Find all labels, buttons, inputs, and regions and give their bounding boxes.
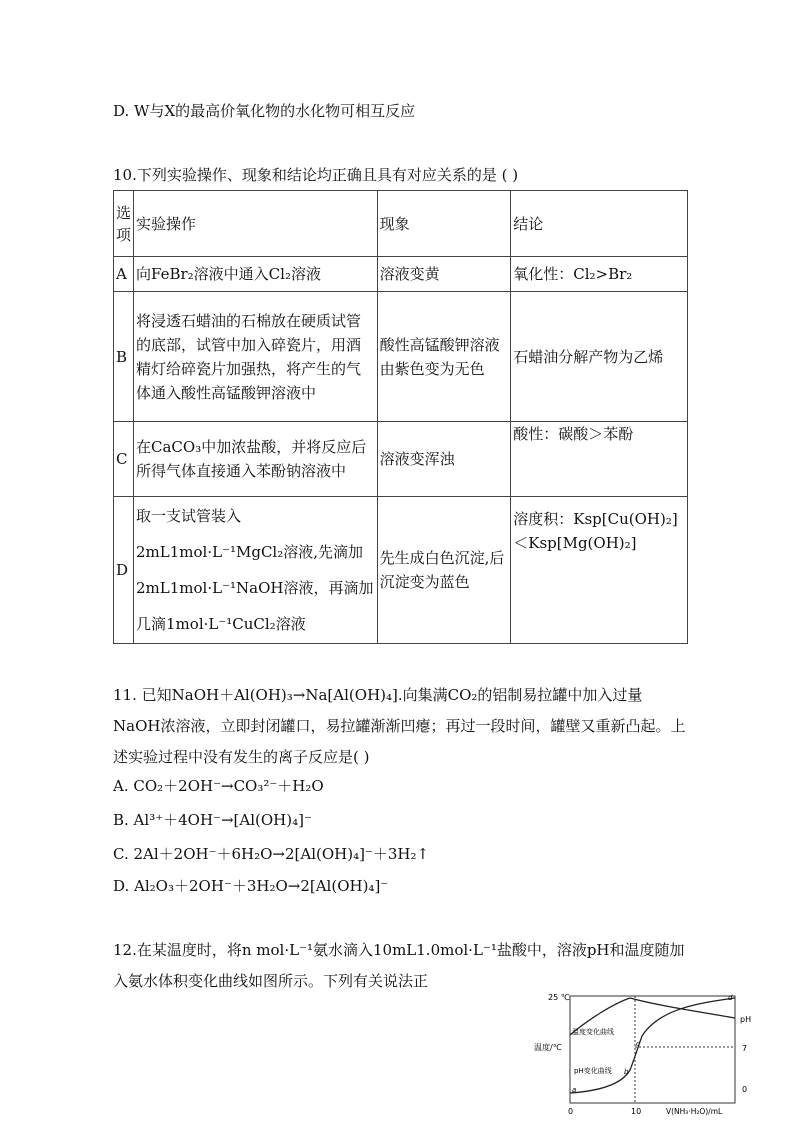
row-conclusion: 酸性：碳酸＞苯酚 (511, 422, 688, 497)
row-operation: 将浸透石蜡油的石棉放在硬质试管的底部，试管中加入碎瓷片，用酒精灯给碎瓷片加强热，将产生的气体通入酸性高锰酸钾溶液中 (134, 292, 378, 422)
plot-frame (570, 996, 735, 1103)
table-row (114, 497, 688, 644)
row-option: A (114, 257, 134, 292)
label-ph0: 0 (742, 1085, 748, 1094)
q11-option-d: D. Al₂O₃＋2OH⁻＋3H₂O→2[Al(OH)₄]⁻ (113, 877, 389, 895)
label-x0: 0 (568, 1107, 574, 1116)
table-row (114, 257, 688, 292)
point-a: a (572, 1086, 577, 1094)
label-temp-top: 25 ℃ (548, 993, 570, 1002)
point-b: b (624, 1068, 629, 1076)
point-d: d (728, 994, 733, 1002)
q10-stem: 10.下列实验操作、现象和结论均正确且具有对应关系的是 ( ) (113, 166, 519, 184)
q9-option-d: D. W与X的最高价氧化物的水化物可相互反应 (113, 102, 416, 120)
ph-curve (570, 998, 735, 1093)
label-ph-curve: pH变化曲线 (574, 1067, 612, 1075)
row-operation: 向FeBr₂溶液中通入Cl₂溶液 (134, 257, 378, 292)
q11-option-b: B. Al³⁺＋4OH⁻→[Al(OH)₄]⁻ (113, 811, 312, 829)
row-conclusion: 氧化性：Cl₂>Br₂ (511, 257, 688, 292)
row-option: C (114, 422, 134, 497)
point-c: c (636, 1040, 640, 1048)
figure-temperature-ph-curve (530, 988, 780, 1118)
table-row (114, 292, 688, 422)
label-ph7: 7 (742, 1044, 748, 1053)
q12-stem: 12.在某温度时，将n mol·L⁻¹氨水滴入10mL1.0mol·L⁻¹盐酸中，溶液pH和温度随加入氨水体积变化曲线如图所示。下列有关说法正 (113, 941, 685, 990)
row-operation: 取一支试管装入2mL1mol·L⁻¹MgCl₂溶液,先滴加2mL1mol·L⁻¹NaOH溶液，再滴加几滴1mol·L⁻¹CuCl₂溶液 (134, 497, 378, 644)
header-phenomenon: 现象 (377, 191, 511, 257)
label-y-left: 温度/℃ (534, 1043, 562, 1052)
row-conclusion: 石蜡油分解产物为乙烯 (511, 292, 688, 422)
label-temp-curve: 温度变化曲线 (572, 1028, 614, 1036)
q11-option-a: A. CO₂＋2OH⁻→CO₃²⁻＋H₂O (113, 777, 324, 795)
q11-stem: 11. 已知NaOH＋Al(OH)₃→Na[Al(OH)₄].向集满CO₂的铝制易拉罐中加入过量NaOH浓溶液，立即封闭罐口，易拉罐渐渐凹瘪；再过一段时间，罐壁又重新凸起。上述实验过程中没有发生的离子反应是( ) (113, 686, 686, 766)
table-header-row (114, 191, 688, 257)
row-conclusion: 溶度积：Ksp[Cu(OH)₂]＜Ksp[Mg(OH)₂] (511, 497, 688, 644)
label-y-right: pH (740, 1015, 752, 1024)
q10-table (113, 190, 688, 644)
row-phenomenon: 溶液变黄 (377, 257, 511, 292)
label-x-axis: V(NH₃·H₂O)/mL (666, 1107, 723, 1116)
header-conclusion: 结论 (511, 191, 688, 257)
row-phenomenon: 先生成白色沉淀,后沉淀变为蓝色 (377, 497, 511, 644)
label-x10: 10 (631, 1107, 642, 1116)
row-option: B (114, 292, 134, 422)
header-operation: 实验操作 (134, 191, 378, 257)
header-option: 选 项 (114, 191, 134, 257)
row-operation: 在CaCO₃中加浓盐酸，并将反应后所得气体直接通入苯酚钠溶液中 (134, 422, 378, 497)
q11-option-c: C. 2Al＋2OH⁻＋6H₂O→2[Al(OH)₄]⁻＋3H₂↑ (113, 845, 430, 863)
row-phenomenon: 酸性高锰酸钾溶液由紫色变为无色 (377, 292, 511, 422)
table-row (114, 422, 688, 497)
row-phenomenon: 溶液变浑浊 (377, 422, 511, 497)
row-option: D (114, 497, 134, 644)
